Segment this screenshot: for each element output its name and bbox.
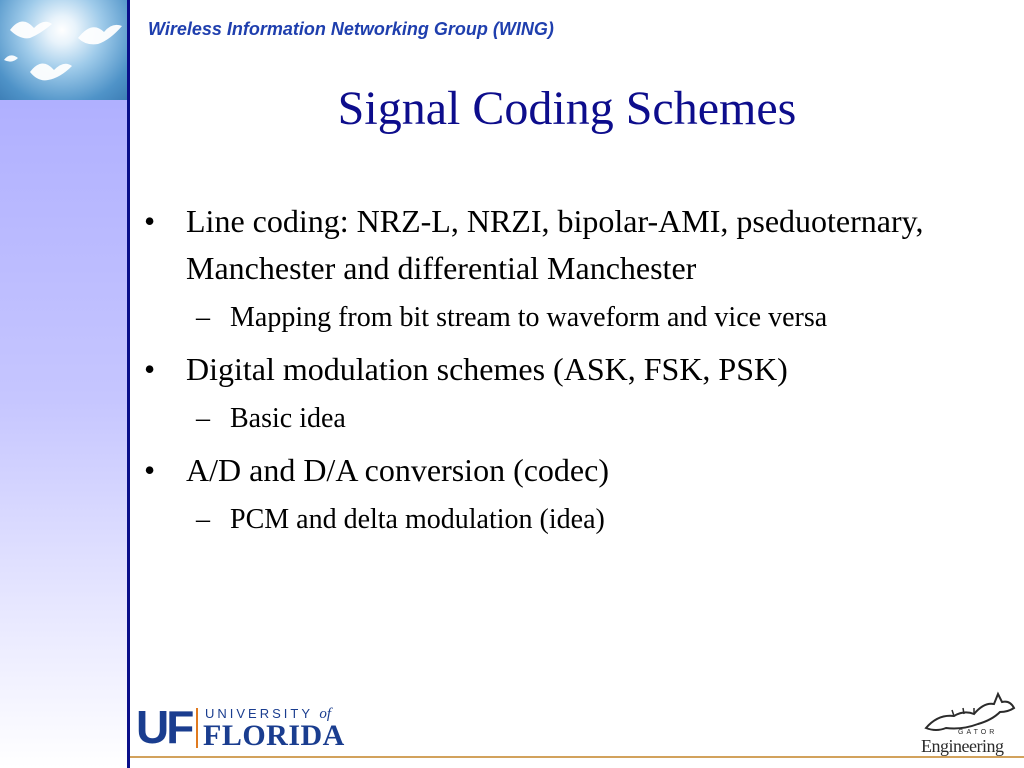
bottom-divider <box>130 756 1024 758</box>
sub-bullet-text: Basic idea <box>230 403 346 434</box>
bullet-text: Line coding: NRZ-L, NRZI, bipolar-AMI, pseduoternary, Manchester and differential Manchester <box>186 203 924 286</box>
slide-content <box>140 198 990 548</box>
sub-bullet-mapping <box>140 298 990 338</box>
bullet-text: A/D and D/A conversion (codec) <box>186 452 609 488</box>
doves-icon <box>0 0 128 100</box>
sub-bullet-text: Mapping from bit stream to waveform and vice versa <box>230 302 828 333</box>
doves-sky-image <box>0 0 128 100</box>
bullet-dot: • <box>144 452 156 488</box>
sub-bullet-text: PCM and delta modulation (idea) <box>230 504 605 535</box>
engineering-text: Engineering <box>921 736 1004 756</box>
sub-bullet-dash: – <box>196 504 210 535</box>
bullet-digital-modulation <box>140 346 990 393</box>
gator-engineering-logo <box>918 684 1018 756</box>
sub-bullet-basic-idea <box>140 399 990 439</box>
group-header: Wireless Information Networking Group (WING) <box>148 19 554 39</box>
bullet-text: Digital modulation schemes (ASK, FSK, PSK) <box>186 351 788 387</box>
gator-icon <box>918 684 1018 736</box>
sidebar-band <box>0 100 127 768</box>
slide-title: Signal Coding Schemes <box>337 82 797 135</box>
uf-letters: UF <box>136 701 192 753</box>
uf-of-word: of <box>319 706 332 722</box>
sub-bullet-dash: – <box>196 403 210 434</box>
bullet-ad-da <box>140 447 990 494</box>
bullet-dot: • <box>144 203 156 239</box>
uf-university-word: UNIVERSITY <box>205 706 313 721</box>
uf-logo <box>136 701 366 753</box>
uf-logo-divider <box>196 708 198 748</box>
uf-florida-text: FLORIDA <box>203 719 345 752</box>
bullet-dot: • <box>144 351 156 387</box>
gator-small-text: GATOR <box>958 729 998 736</box>
bullet-line-coding <box>140 198 990 292</box>
sub-bullet-pcm <box>140 500 990 540</box>
sub-bullet-dash: – <box>196 302 210 333</box>
